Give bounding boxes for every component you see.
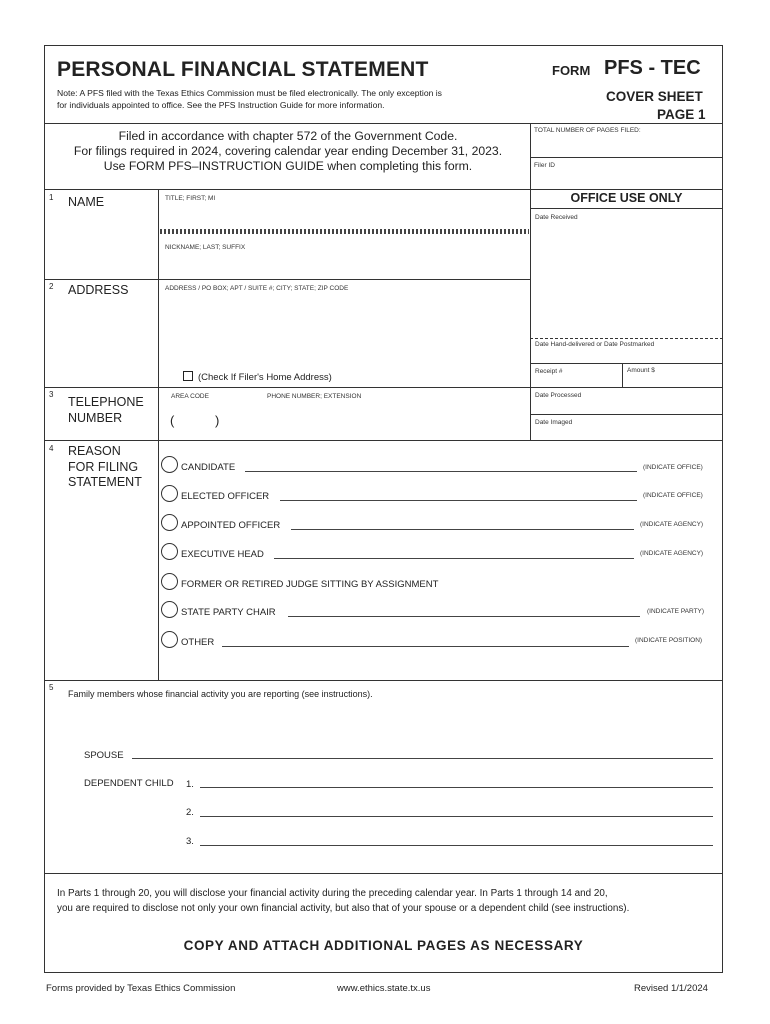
section3-label-line1: TELEPHONE — [68, 395, 144, 409]
section4-label — [68, 444, 142, 491]
section3-label — [68, 394, 144, 426]
section2-number: 2 — [49, 282, 54, 291]
spouse-field[interactable] — [132, 758, 713, 759]
reason-line-state-party-chair[interactable] — [288, 616, 640, 617]
section4-label-line1: REASON — [68, 444, 121, 458]
header-note — [57, 88, 527, 110]
office-use-title: OFFICE USE ONLY — [570, 191, 683, 205]
reason-label-candidate: CANDIDATE — [181, 462, 236, 473]
label-column-divider — [158, 189, 159, 680]
form-id: PFS - TEC — [604, 57, 701, 79]
footer-revised: Revised 1/1/2024 — [634, 983, 708, 994]
reason-radio-other[interactable] — [161, 631, 178, 648]
child-field-1[interactable] — [200, 787, 713, 788]
child-number-1: 1. — [186, 779, 194, 790]
dependent-child-label: DEPENDENT CHILD — [84, 778, 174, 789]
filing-info-line2: For filings required in 2024, covering calendar year ending December 31, 2023. — [73, 144, 503, 158]
section2-label: ADDRESS — [68, 283, 129, 297]
page-label: PAGE 1 — [657, 107, 706, 122]
reason-line-candidate[interactable] — [245, 471, 637, 472]
form-border — [44, 45, 723, 973]
reason-hint-elected-officer: (INDICATE OFFICE) — [643, 492, 703, 499]
phone-ext-label: PHONE NUMBER; EXTENSION — [267, 393, 362, 400]
name-field[interactable] — [160, 200, 528, 278]
office-use-line4 — [530, 414, 723, 415]
section4-number: 4 — [49, 444, 54, 453]
filer-id-label: Filer ID — [534, 162, 555, 169]
divider-sec5 — [44, 680, 723, 681]
child-number-3: 3. — [186, 836, 194, 847]
office-use-line2 — [530, 363, 723, 364]
section1-label: NAME — [68, 195, 105, 209]
form-word: FORM — [552, 63, 591, 78]
reason-line-other[interactable] — [222, 646, 629, 647]
divider-bottom — [44, 873, 723, 874]
reason-line-executive-head[interactable] — [274, 558, 634, 559]
footer-url[interactable]: www.ethics.state.tx.us — [337, 983, 431, 994]
divider-sec3-left — [44, 387, 530, 388]
reason-hint-executive-head: (INDICATE AGENCY) — [640, 550, 704, 557]
area-code-paren-open: ( — [170, 413, 175, 428]
copy-attach-notice: COPY AND ATTACH ADDITIONAL PAGES AS NECESSARY — [183, 938, 584, 953]
office-use-title-line — [530, 208, 723, 209]
reason-radio-elected-officer[interactable] — [161, 485, 178, 502]
divider-sec3 — [44, 440, 723, 441]
home-address-checkbox[interactable] — [183, 371, 193, 381]
address-hint: ADDRESS / PO BOX; APT / SUITE #; CITY; STATE; ZIP CODE — [165, 285, 349, 292]
reason-hint-appointed-officer: (INDICATE AGENCY) — [640, 521, 704, 528]
date-processed-label: Date Processed — [535, 392, 582, 399]
address-field[interactable] — [160, 296, 528, 366]
divider-side — [530, 123, 531, 189]
reason-label-other: OTHER — [181, 637, 215, 648]
disclosure-paragraph — [57, 886, 722, 916]
filing-info-line3: Use FORM PFS–INSTRUCTION GUIDE when completing this form. — [103, 159, 473, 173]
section3-label-line2: NUMBER — [68, 411, 123, 425]
reason-hint-candidate: (INDICATE OFFICE) — [643, 464, 703, 471]
office-use-box — [530, 189, 723, 441]
amount-label: Amount $ — [627, 367, 655, 374]
cover-sheet-label: COVER SHEET — [606, 89, 703, 104]
filing-info — [46, 129, 530, 174]
child-number-2: 2. — [186, 807, 194, 818]
nickname-label: NICKNAME; LAST; SUFFIX — [165, 244, 246, 251]
reason-label-state-party-chair: STATE PARTY CHAIR — [181, 607, 276, 618]
section3-number: 3 — [49, 390, 54, 399]
section4-label-line2: FOR FILING — [68, 459, 139, 474]
spouse-label: SPOUSE — [84, 750, 124, 761]
reason-line-appointed-officer[interactable] — [291, 529, 634, 530]
reason-radio-state-party-chair[interactable] — [161, 601, 178, 618]
date-hand-delivered-label: Date Hand-delivered or Date Postmarked — [535, 341, 655, 348]
disclosure-line2: you are required to disclose not only your own financial activity, but also that of your spouse or a dependent child (see instructions). — [57, 903, 630, 914]
area-code-label: AREA CODE — [171, 393, 209, 400]
header-note-line1: Note: A PFS filed with the Texas Ethics Commission must be filed electronically. The only exception is — [57, 88, 442, 98]
office-use-amount-divider — [622, 363, 623, 387]
office-use-dashed — [530, 338, 723, 339]
phone-number-field[interactable] — [226, 410, 526, 430]
date-received-label: Date Received — [535, 214, 578, 221]
receipt-label: Receipt # — [535, 368, 563, 375]
reason-label-executive-head: EXECUTIVE HEAD — [181, 549, 264, 560]
reason-radio-candidate[interactable] — [161, 456, 178, 473]
header-note-line2: for individuals appointed to office. See the PFS Instruction Guide for more information. — [57, 100, 385, 110]
reason-label-elected-officer: ELECTED OFFICER — [181, 491, 270, 502]
divider-filer — [530, 157, 723, 158]
form-title: PERSONAL FINANCIAL STATEMENT — [57, 58, 429, 81]
section4-label-line3: STATEMENT — [68, 475, 142, 489]
reason-radio-executive-head[interactable] — [161, 543, 178, 560]
reason-line-elected-officer[interactable] — [280, 500, 637, 501]
family-members-intro: Family members whose financial activity you are reporting (see instructions). — [68, 689, 373, 699]
divider-sec2 — [44, 279, 530, 280]
area-code-field[interactable] — [178, 410, 214, 430]
child-field-3[interactable] — [200, 845, 713, 846]
reason-hint-other: (INDICATE POSITION) — [635, 637, 703, 644]
reason-hint-state-party-chair: (INDICATE PARTY) — [647, 608, 705, 615]
reason-label-appointed-officer: APPOINTED OFFICER — [181, 520, 281, 531]
date-imaged-label: Date Imaged — [535, 419, 573, 426]
footer-left: Forms provided by Texas Ethics Commission — [46, 983, 236, 994]
reason-label-former-judge: FORMER OR RETIRED JUDGE SITTING BY ASSIGNMENT — [181, 579, 439, 590]
home-address-label: (Check If Filer's Home Address) — [198, 372, 332, 383]
section5-number: 5 — [49, 683, 54, 692]
area-code-paren-close: ) — [215, 413, 220, 428]
office-use-line3 — [530, 387, 723, 388]
child-field-2[interactable] — [200, 816, 713, 817]
reason-radio-former-judge[interactable] — [161, 573, 178, 590]
filing-info-line1: Filed in accordance with chapter 572 of the Government Code. — [118, 129, 458, 143]
total-pages-label: TOTAL NUMBER OF PAGES FILED: — [534, 127, 641, 134]
reason-radio-appointed-officer[interactable] — [161, 514, 178, 531]
title-first-mi-label: TITLE; FIRST; MI — [165, 195, 216, 202]
divider-header — [44, 123, 723, 124]
disclosure-line1: In Parts 1 through 20, you will disclose your financial activity during the preceding calendar year. In Parts 1 through 14 and 20, — [57, 888, 608, 899]
section1-number: 1 — [49, 193, 54, 202]
